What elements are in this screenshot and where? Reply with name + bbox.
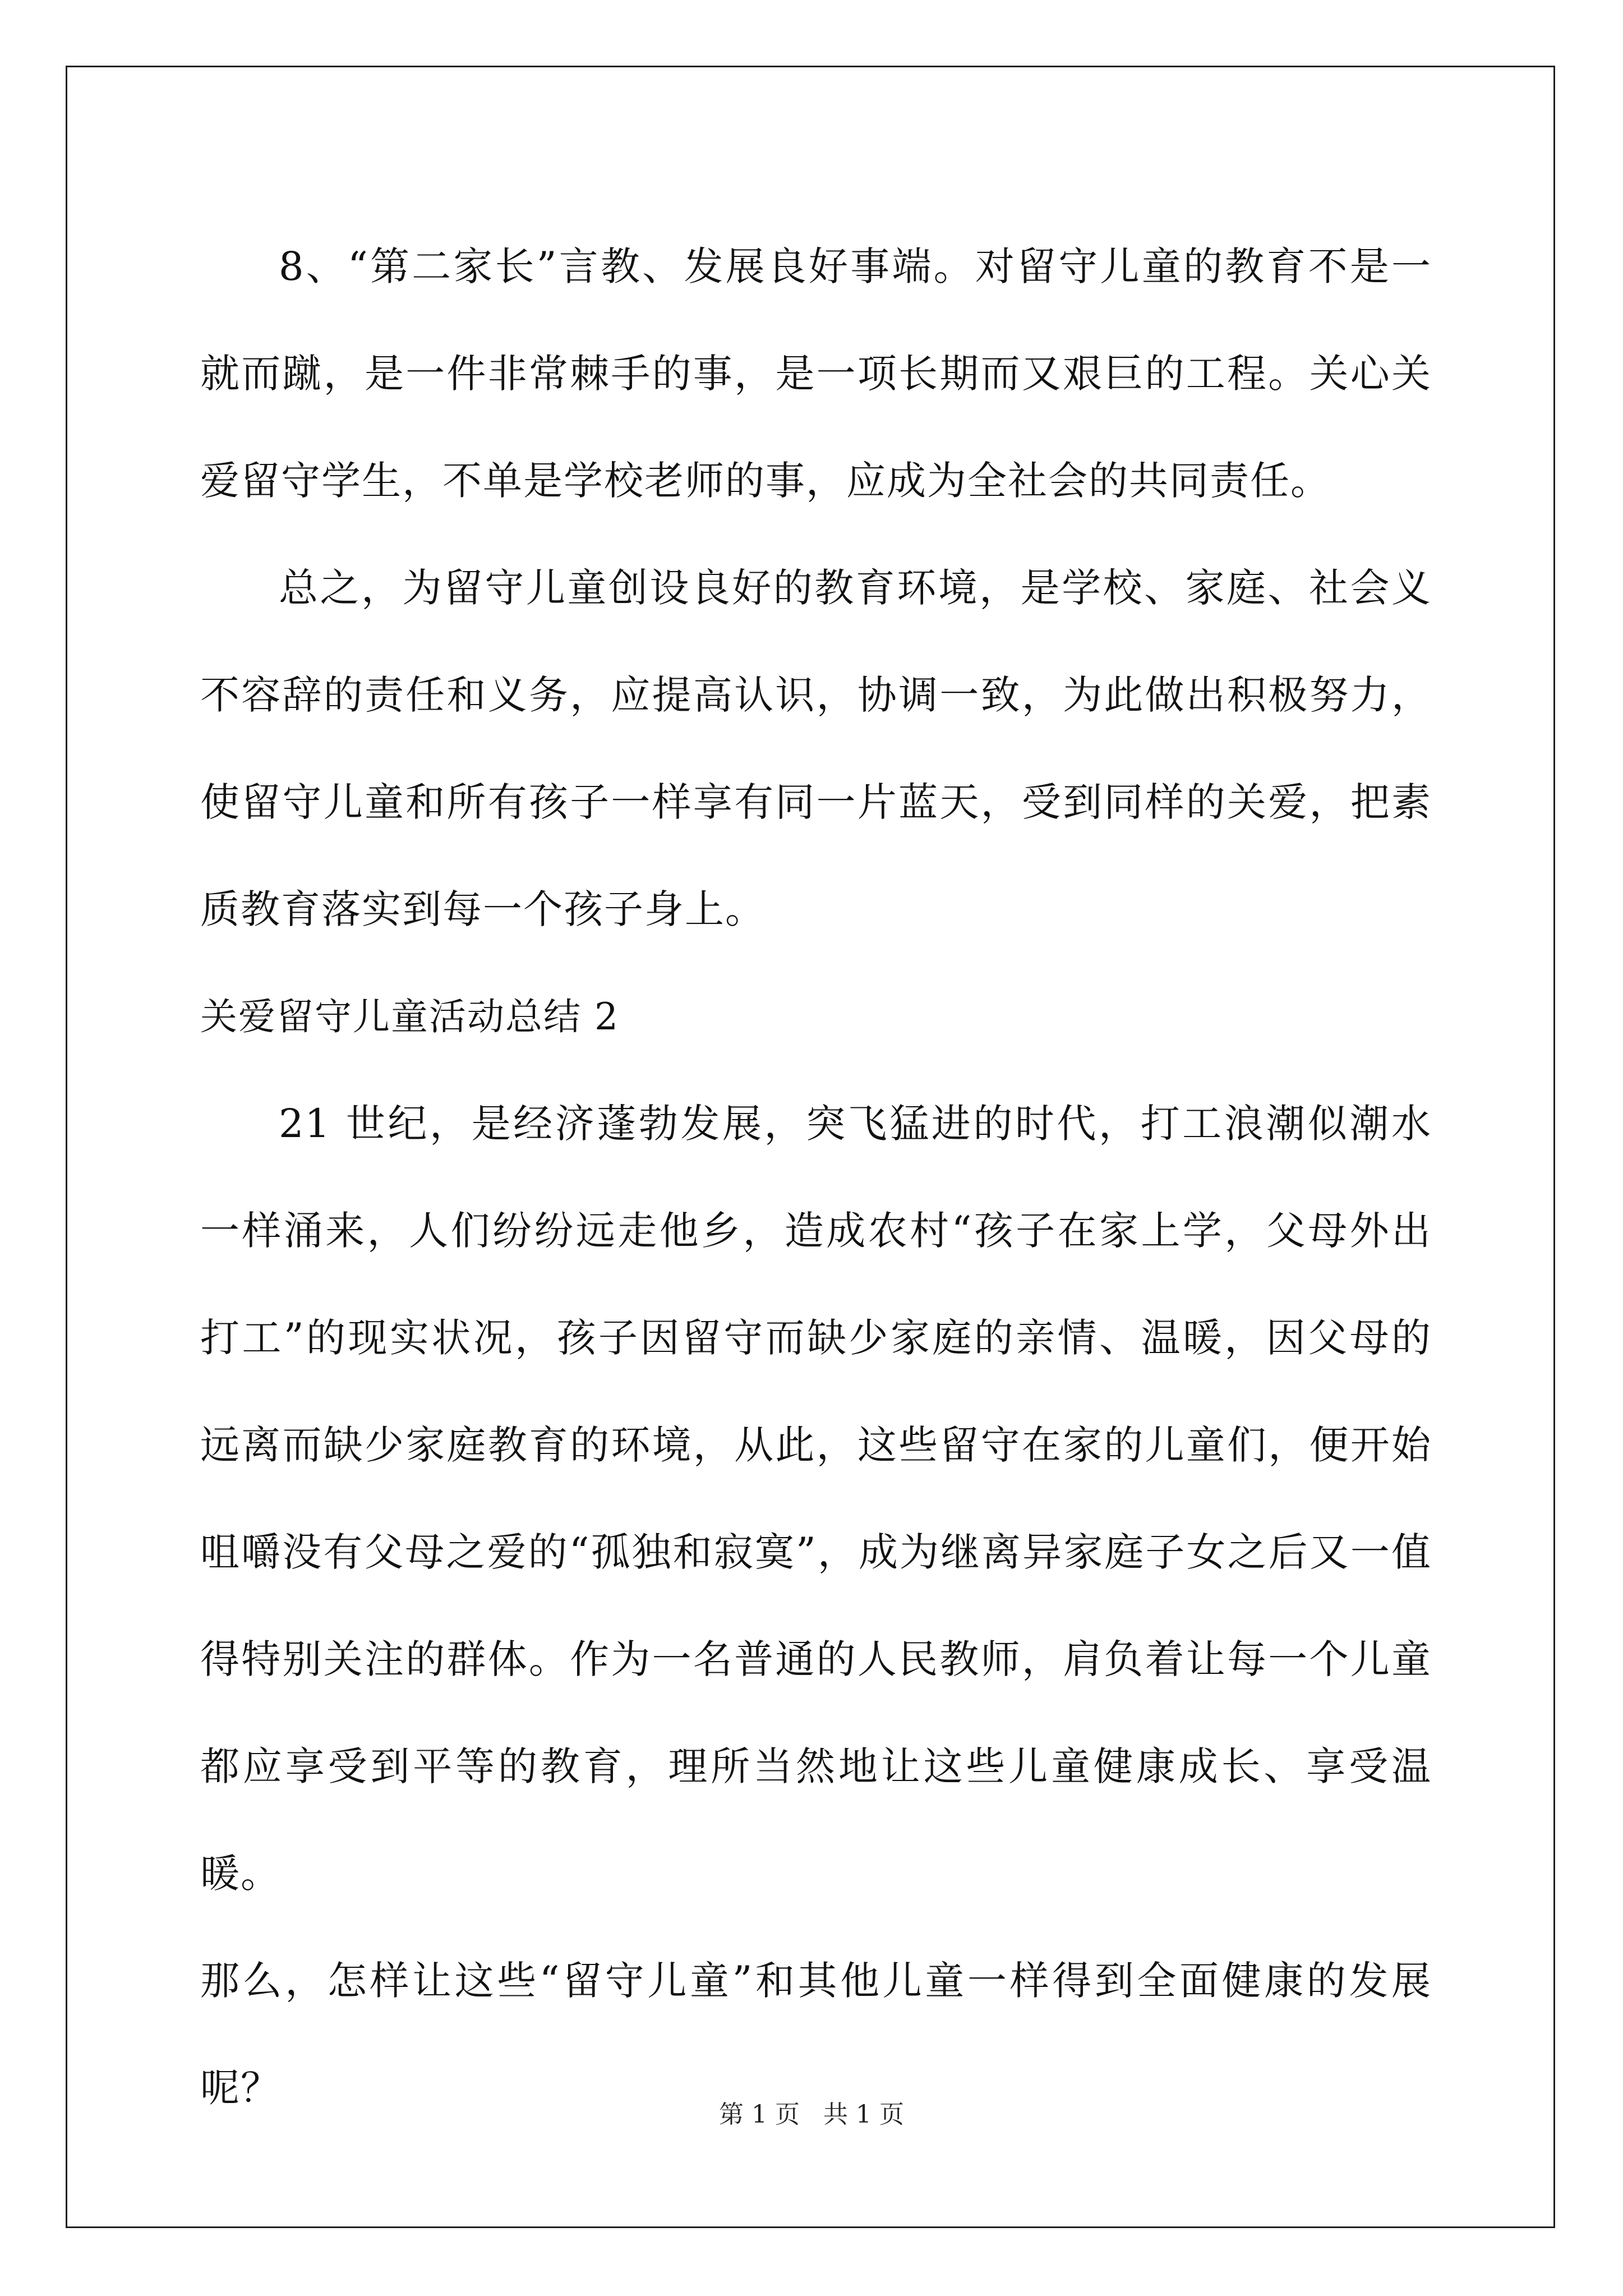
- page-footer: [0, 2098, 1623, 2132]
- paragraph-conclusion: 总之，为留守儿童创设良好的教育环境，是学校、家庭、社会义不容辞的责任和义务，应提高认识，协调一致，为此做出积极努力，使留守儿童和所有孩子一样享有同一片蓝天，受到同样的关爱，把素质教育落实到每一个孩子身上。: [200, 565, 1432, 932]
- paragraph-second-parent: 8、“第二家长”言教、发展良好事端。对留守儿童的教育不是一就而蹴，是一件非常棘手的事，是一项长期而又艰巨的工程。关心关爱留守学生，不单是学校老师的事，应成为全社会的共同责任。: [200, 243, 1432, 504]
- paragraph-21st-century: 21 世纪，是经济蓬勃发展，突飞猛进的时代，打工浪潮似潮水一样涌来，人们纷纷远走他乡，造成农村“孩子在家上学，父母外出打工”的现实状况，孩子因留守而缺少家庭的亲情、温暖，因父母的远离而缺少家庭教育的环境，从此，这些留守在家的儿童们，便开始咀嚼没有父母之爱的“孤独和寂寞”，成为继离异家庭子女之后又一值得特别关注的群体。作为一名普通的人民教师，肩负着让每一个儿童都应享受到平等的教育，理所当然地让这些儿童健康成长、享受温暖。: [200, 1101, 1432, 1897]
- document-body: [200, 213, 1432, 2142]
- page-total: 共 1 页: [823, 2100, 904, 2129]
- paragraph-question: 那么，怎样让这些“留守儿童”和其他儿童一样得到全面健康的发展呢？: [200, 1958, 1432, 2111]
- page-number: 第 1 页: [719, 2100, 800, 2129]
- section-heading: 关爱留守儿童活动总结 2: [200, 995, 619, 1038]
